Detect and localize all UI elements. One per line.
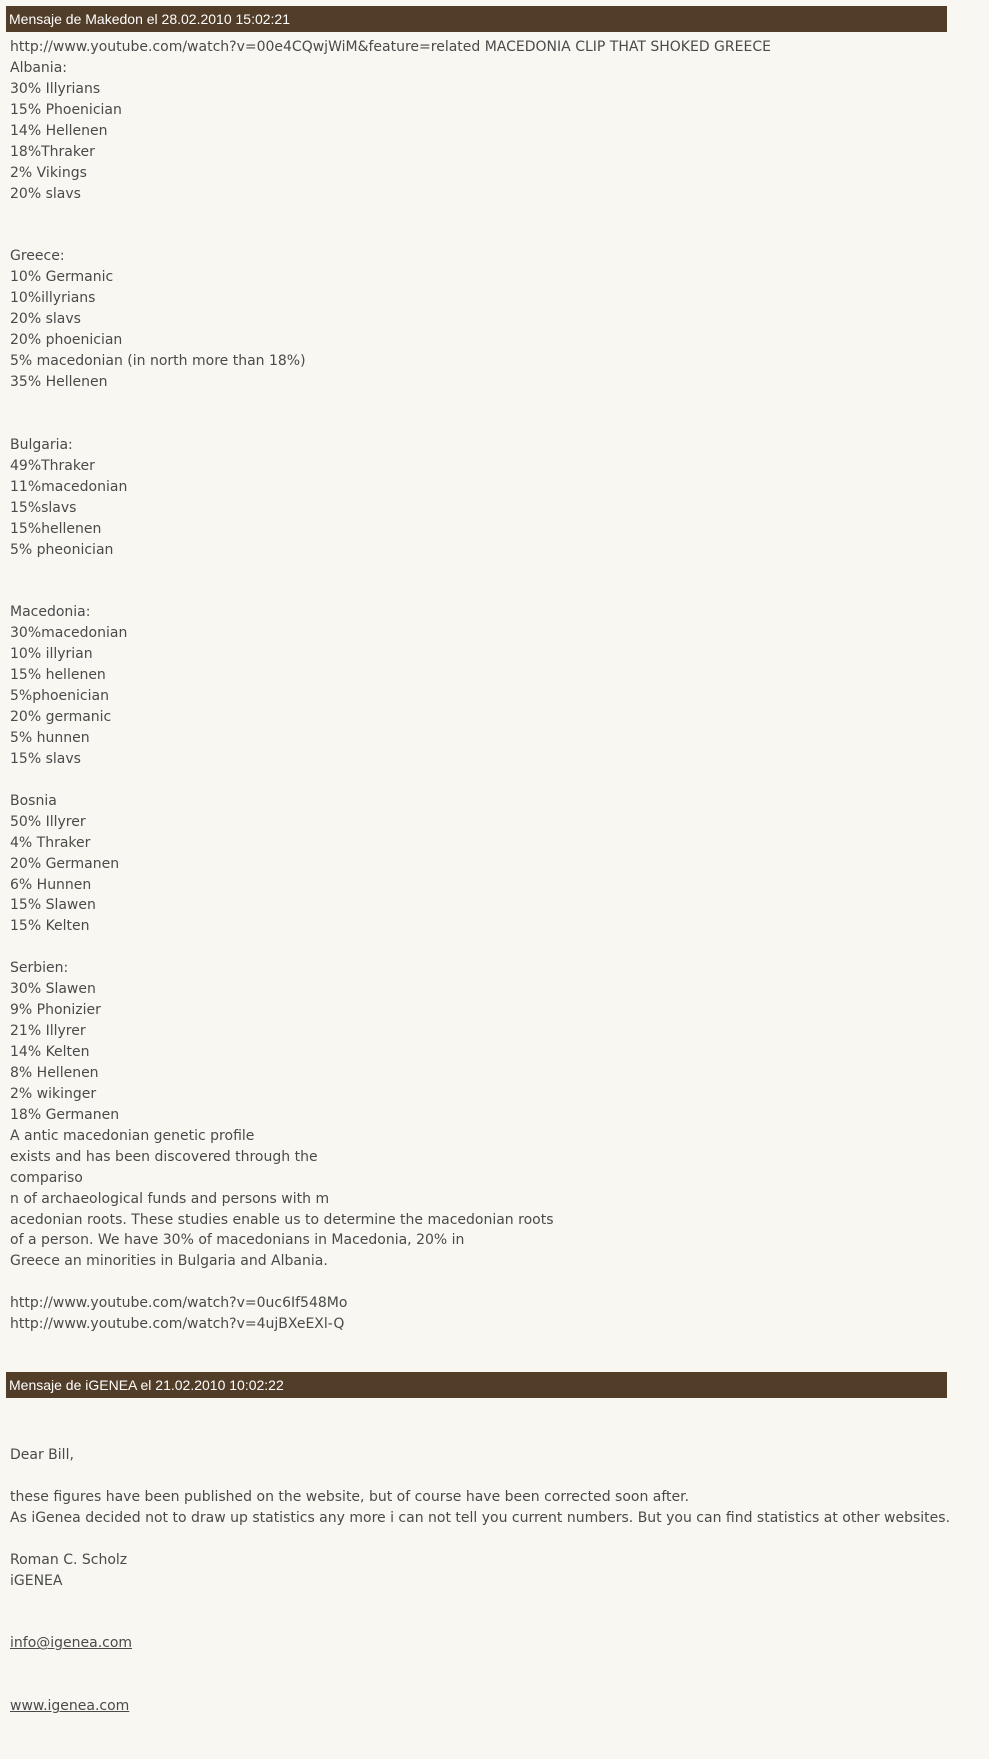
body-line <box>10 205 969 226</box>
body-line: 2% wikinger <box>10 1085 97 1102</box>
body-line: compariso <box>10 1169 83 1186</box>
body-line: http://www.youtube.com/watch?v=00e4CQwjWiM&feature=related MACEDONIA CLIP THAT SHOKED GREECE <box>10 39 771 55</box>
body-line: http://www.youtube.com/watch?v=4ujBXeEXl-Q <box>10 1316 345 1333</box>
body-line: A antic macedonian genetic profile <box>10 1127 255 1144</box>
body-line: Macedonia: <box>10 604 91 621</box>
body-line: iGENEA <box>10 1572 63 1589</box>
body-line: 5%phoenician <box>10 688 109 705</box>
body-line: As iGenea decided not to draw up statistics any more i can not tell you current numbers. But you can find statistics at other websites. <box>10 1509 951 1526</box>
body-line <box>10 414 969 435</box>
body-line: 5% pheonician <box>10 541 114 558</box>
body-line: 9% Phonizier <box>10 1002 101 1019</box>
body-line: 6% Hunnen <box>10 876 92 893</box>
body-line <box>10 770 969 791</box>
body-line: 15% Slawen <box>10 897 96 914</box>
body-line: of a person. We have 30% of macedonians in Macedonia, 20% in <box>10 1232 465 1249</box>
body-line: 11%macedonian <box>10 478 128 495</box>
body-line: Greece: <box>10 248 65 265</box>
body-line: 30%macedonian <box>10 625 128 642</box>
body-line: 15%hellenen <box>10 520 102 537</box>
body-line: these figures have been published on the website, but of course have been corrected soon after. <box>10 1488 690 1505</box>
body-line <box>10 225 969 246</box>
post-body-lines <box>10 1445 969 1592</box>
body-line <box>10 1272 969 1293</box>
body-line: Greece an minorities in Bulgaria and Albania. <box>10 1253 328 1270</box>
body-line: 18%Thraker <box>10 143 95 160</box>
body-line <box>10 937 969 958</box>
body-line: 21% Illyrer <box>10 1023 86 1040</box>
body-line: 18% Germanen <box>10 1106 120 1123</box>
body-line <box>10 1466 969 1487</box>
body-line: 4% Thraker <box>10 834 91 851</box>
body-line: 35% Hellenen <box>10 374 108 390</box>
body-line <box>10 560 969 581</box>
body-line: 20% slavs <box>10 185 81 202</box>
body-line <box>10 393 969 414</box>
body-line: Albania: <box>10 59 67 76</box>
body-line: 5% macedonian (in north more than 18%) <box>10 353 306 370</box>
body-line: 14% Kelten <box>10 1044 90 1060</box>
body-line: 50% Illyrer <box>10 813 86 830</box>
body-line: acedonian roots. These studies enable us to determine the macedonian roots <box>10 1211 554 1228</box>
email-link-line <box>10 1633 969 1654</box>
body-line: Bosnia <box>10 792 57 809</box>
body-line: 20% germanic <box>10 709 112 725</box>
body-line: 5% hunnen <box>10 729 90 746</box>
body-line <box>10 581 969 602</box>
body-line: exists and has been discovered through the <box>10 1148 318 1165</box>
body-line: http://www.youtube.com/watch?v=0uc6If548Mo <box>10 1295 348 1312</box>
post-header: Mensaje de Makedon el 28.02.2010 15:02:21 <box>6 6 947 32</box>
body-line: 10% illyrian <box>10 646 93 663</box>
body-line: 14% Hellenen <box>10 122 108 139</box>
post-header: Mensaje de iGENEA el 21.02.2010 10:02:22 <box>6 1372 947 1398</box>
post-body <box>10 37 969 1335</box>
email-link[interactable]: info@igenea.com <box>10 1635 133 1652</box>
body-line: 15% Kelten <box>10 918 90 935</box>
body-line: 15% slavs <box>10 750 81 767</box>
body-line: 15% Phoenician <box>10 101 122 118</box>
body-line <box>10 1529 969 1550</box>
body-line: 20% slavs <box>10 311 81 328</box>
body-line: 10% Germanic <box>10 269 114 286</box>
body-line: 2% Vikings <box>10 164 87 181</box>
body-line: 30% Slawen <box>10 981 96 998</box>
website-link[interactable]: www.igenea.com <box>10 1698 130 1715</box>
body-line: 20% phoenician <box>10 332 123 349</box>
post-body <box>10 1403 969 1759</box>
body-line: 30% Illyrians <box>10 80 101 97</box>
body-line: 10%illyrians <box>10 290 96 307</box>
body-line: n of archaeological funds and persons with m <box>10 1190 330 1207</box>
website-link-line <box>10 1696 969 1717</box>
body-line: 15%slavs <box>10 499 77 516</box>
body-line: Bulgaria: <box>10 436 73 453</box>
body-line: Dear Bill, <box>10 1446 74 1463</box>
body-line: Roman C. Scholz <box>10 1551 128 1568</box>
body-line: 49%Thraker <box>10 457 95 474</box>
body-line: 15% hellenen <box>10 667 106 684</box>
body-line: 20% Germanen <box>10 855 120 872</box>
body-line: Serbien: <box>10 960 69 977</box>
body-line: 8% Hellenen <box>10 1064 99 1081</box>
